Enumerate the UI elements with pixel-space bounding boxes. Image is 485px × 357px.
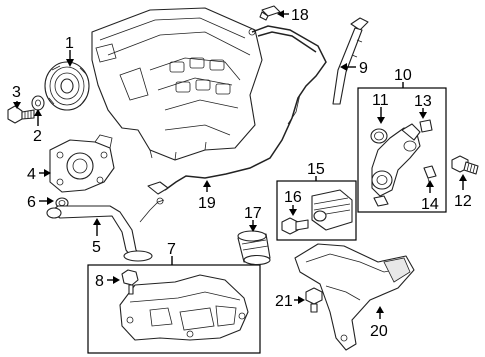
callout-11: 11 [372,92,389,109]
callout-12: 12 [454,193,472,210]
bolt-icon[interactable] [306,288,322,312]
washer-icon[interactable] [32,96,44,110]
callout-6: 6 [27,194,36,211]
callout-1: 1 [65,35,74,52]
callout-18: 18 [291,7,309,24]
sensor-icon[interactable] [420,120,436,186]
oil-cooler-icon[interactable] [312,190,352,230]
oil-filter-icon[interactable] [238,231,270,265]
callout-7: 7 [167,241,176,258]
sensor-icon[interactable] [260,6,280,20]
callout-9: 9 [359,60,368,77]
callout-2: 2 [33,128,42,145]
callout-15: 15 [307,161,325,178]
callout-8: 8 [95,273,104,290]
callout-21: 21 [275,293,293,310]
callout-3: 3 [12,84,21,101]
callout-17: 17 [244,205,262,222]
bolt-icon[interactable] [8,106,34,123]
callout-14: 14 [421,196,439,213]
callout-16: 16 [284,189,302,206]
oil-pan-icon[interactable] [120,275,248,340]
callout-20: 20 [370,323,388,340]
oil-tube-icon[interactable] [47,198,164,261]
callout-13: 13 [414,93,432,110]
callout-4: 4 [27,166,36,183]
pulley-icon[interactable] [45,62,89,110]
o-ring-icon[interactable] [371,129,387,143]
bolt-icon[interactable] [452,156,478,174]
callout-19: 19 [198,195,216,212]
callout-10: 10 [394,67,412,84]
bolt-icon[interactable] [282,218,308,234]
engine-block-icon[interactable] [92,8,262,160]
callout-5: 5 [92,239,101,256]
oil-pump-icon[interactable] [50,135,114,192]
